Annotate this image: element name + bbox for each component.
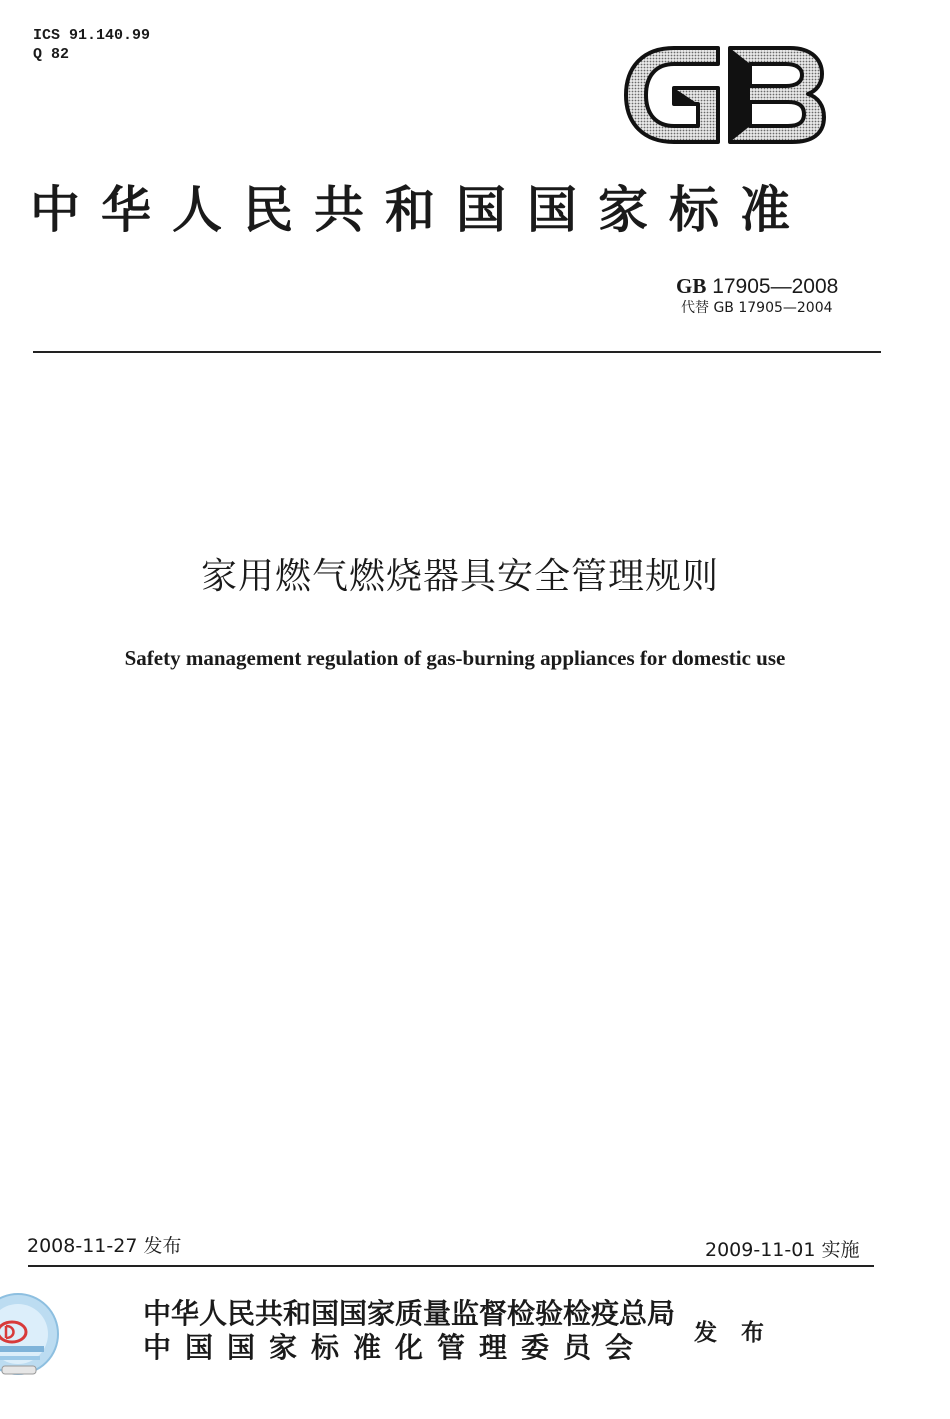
implementation-date: 2009-11-01 实施 [705,1239,860,1261]
standard-number-value: 17905—2008 [712,275,839,298]
gb-standard-logo [622,42,828,148]
document-title-english: Safety management regulation of gas-burning appliances for domestic use [124,646,786,670]
issuer-aqsiq: 中华人民共和国国家质量监督检验检疫总局 [143,1297,676,1330]
ics-code: ICS 91.140.99 [33,27,151,44]
replaced-standard: 代替 GB 17905—2004 [681,300,833,316]
issuer-sac: 中国国家标准化管理委员会 [143,1331,648,1364]
classification-codes [33,26,150,64]
standard-prefix: GB [676,274,707,298]
bottom-divider [28,1265,874,1267]
anti-counterfeit-seal-icon [0,1288,60,1388]
issue-date: 2008-11-27 发布 [27,1235,182,1257]
document-title-chinese: 家用燃气燃烧器具安全管理规则 [200,556,719,597]
ccs-code: Q 82 [33,46,70,63]
standard-number [676,273,838,300]
national-standard-heading: 中华人民共和国国家标准 [30,181,811,239]
publish-label: 发 布 [694,1320,773,1346]
top-divider [33,351,881,353]
